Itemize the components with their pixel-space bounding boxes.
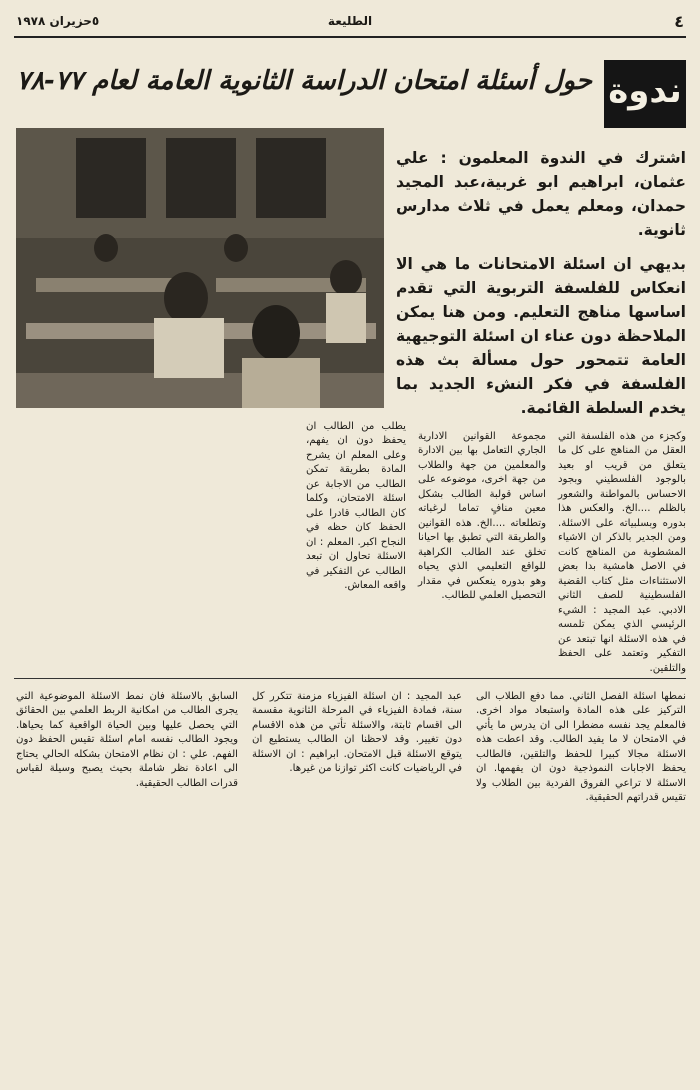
page-header [14,10,686,38]
article-intro [396,146,686,430]
text-column [306,420,406,670]
column-divider [14,678,686,679]
text-column [16,690,238,1070]
page-number: ٤ [674,12,684,31]
column-text: عبد المجيد : ان اسئلة الفيزياء مزمنة تتكرر كل سنة، فمادة الفيزياء في المرحلة الثانوية مقسمة الى اقسام ثابتة، والاسئلة تأتي من هذه الاقسام دون تغيير. وقد لاحظنا ان الطالب يستطيع ان يتوقع الاسئلة قبل الامتحان. ابراهيم : ان الاسئلة في الرياضيات كانت اكثر توازنا من غيرها. [252,691,462,775]
participants-paragraph: اشترك في الندوة المعلمون : علي عثمان، ابراهيم ابو غربية،عبد المجيد حمدان، ومعلم يعمل في ثلاث مدارس ثانوية. [396,149,686,240]
text-column [476,690,686,1070]
classroom-photo [16,128,384,408]
issue-date: ٥حزيران ١٩٧٨ [16,14,100,28]
column-text: السابق بالاسئلة فان نمط الاسئلة الموضوعية التي يجرى الطالب من امكانية الربط العلمي بين الحقائق التي يحصل عليها وبين الحياة الواقعية كما يحياها. ويجود الطالب نفسه امام اسئلة تقيس الحفظ دون الفهم. علي : ان نظام الامتحان بشكله الحالي يحتاج الى اعادة نظر شاملة بحيث يصبح وسيلة لقياس قدرات الطالب الحقيقية. [16,691,238,789]
page [14,10,686,1080]
column-text: مجموعة القوانين الادارية الجاري التعامل بها بين الادارة والمعلمين من جهة والطلاب من جهة اخرى، موضوعه على اساس قولبة الطالب بشكل معين منافٍ تماما لرغباته وتطلعاته ....الخ. هذه القوانين والطريقة التي تطبق بها احيانا تخلق عند الطالب الكراهية للواقع التعليمي الذي يحياه وهو بدوره ينعكس في مقدار التحصيل العلمي للطالب. [418,431,546,602]
column-text: يطلب من الطالب ان يحفظ دون ان يفهم، وعلى المعلم ان يشرح المادة بطريقة تمكن الطالب من الاجابة عن اسئلة الامتحان، وكلما كان الطالب قادرا على الحفظ كان حظه في النجاح اكبر. المعلم : ان الاسئلة تحاول ان تبعد الطالب عن التفكير في واقعه المعاش. [306,421,406,592]
text-column [252,690,462,1070]
lead-paragraph: بديهي ان اسئلة الامتحانات ما هي الا انعكاس للفلسفة التربوية التي تقدم اساسها مناهج التعليم. ومن هنا يمكن الملاحظة دون عناء ان اسئلة التوجيهية العامة تتمحور حول مسألة بث هذه الفلسفة في فكر النشء الجديد بما يخدم السلطة القائمة. [396,255,686,418]
column-text: نمطها اسئلة الفصل الثاني. مما دفع الطلاب الى التركيز على هذه المادة واستبعاد مواد اخرى. فالمعلم يجد نفسه مضطرا الى ان يدرس ما يأتي في الامتحان لا ما يفيد الطالب. وقد اعطت هذه الاسئلة مجالا كبيرا للحفظ والتلقين، فالطالب يحفظ الاجابات النموذجية دون ان يفهمها. ان الاسئلة لا تراعي الفروق الفردية بين الطلاب ولا تقيس قدراتهم الحقيقية. [476,691,686,804]
magazine-name: الطليعة [327,14,373,28]
text-column [558,430,686,674]
text-column [418,430,546,660]
column-text: وكجزء من هذه الفلسفة التي العقل من المناهج على كل ما يتعلق من قريب او بعيد بالوجود الفلسطيني وبجود الاحساس بالمواطنة والشعور بالظلم ....الخ. والعكس هذا بدوره وبسلبياته على الاسئلة. ومن الجدير بالذكر ان الاشياء المشطوبة من المناهج كانت في الاصل هامشية بدا بعض الاستثناءات مثل كتاب القضية الفلسطينية للصف الثاني الادبي. عبد المجيد : الشيء الرئيسي الذي يمكن تلمسه في هذه الاسئلة انها تبتعد عن التفكير وتعتمد على الحفظ والتلقين. [558,431,686,674]
article-headline: حول أسئلة امتحان الدراسة الثانوية العامة لعام ٧٧-٧٨ [16,66,592,96]
section-label: ندوة [604,60,686,128]
